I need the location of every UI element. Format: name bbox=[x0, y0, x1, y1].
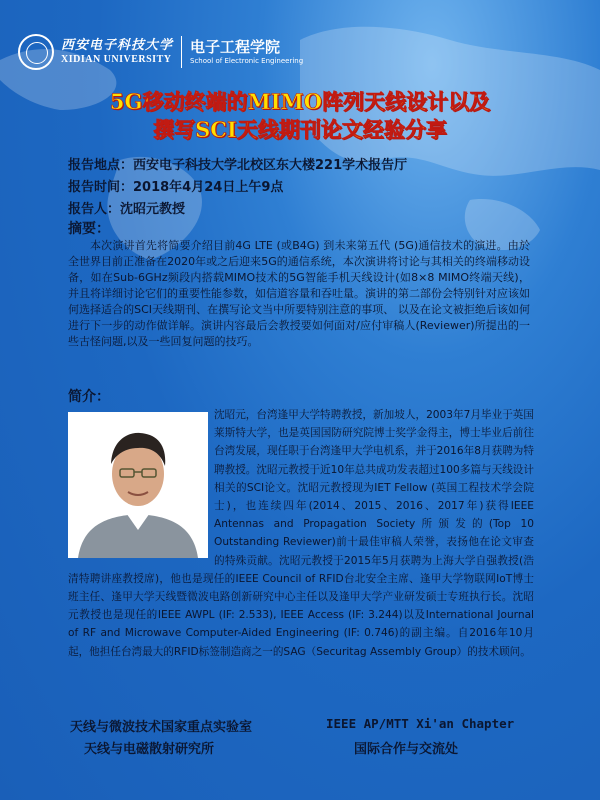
school-name-cn: 电子工程学院 bbox=[190, 38, 281, 56]
title-line-1: 5G移动终端的MIMO阵列天线设计以及 bbox=[109, 89, 491, 114]
footer-chapter: IEEE AP/MTT Xi'an Chapter bbox=[326, 716, 515, 731]
university-logo-block bbox=[18, 32, 318, 72]
university-name-en: XIDIAN UNIVERSITY bbox=[61, 54, 172, 65]
report-time: 报告时间：2018年4月24日上午9点 bbox=[68, 180, 284, 195]
footer-institute: 天线与电磁散射研究所 bbox=[84, 742, 215, 757]
speaker-bio-block bbox=[68, 406, 534, 661]
logo-divider bbox=[181, 36, 182, 68]
report-location: 报告地点：西安电子科技大学北校区东大楼221学术报告厅 bbox=[68, 158, 408, 173]
speaker-bio-text: 沈昭元，台湾逢甲大学特聘教授，新加坡人，2003年7月毕业于英国莱斯特大学，也是英国国防研究院博士奖学金得主，博士毕业后前往台湾发展，现任职于台湾逢甲大学电机系，并于2016年8月获聘为特聘教授。沈昭元教授于近10年总共成功发表超过100多篇与天线设计相关的SCI论文。沈昭元教授现为IET Fellow (英国工程技术学会院士)，也连续四年(2014、2015、2016、2017年)获得IEEE Antennas and Propagation Society所颁发的(Top 10 Outstanding Reviewer)前十最佳审稿人荣誉，表扬他在论文审查的特殊贡献。沈昭元教授于2015年5月获聘为上海大学自强教授(浩清特聘讲座教授席)，他也是现任的IEEE Council of RFID台北安全主席、逢甲大学物联网IoT博士班主任、逢甲大学天线暨微波电路创新研究中心主任以及逢甲大学产业研发硕士专班执行长。沈昭元教授也是现任的IEEE AWPL (IF: 2.533), IEEE Access (IF: 3.244)以及International Journal of RF and Microwave Computer-Aided Engineering (IF: 0.746)的副主编。自2016年10月起，他担任台湾最大的RFID标签制造商之一的SAG（Securitag Assembly Group）的技术顾问。 bbox=[68, 409, 534, 658]
report-speaker: 报告人：沈昭元教授 bbox=[68, 202, 186, 217]
school-name-en: School of Electronic Engineering bbox=[190, 57, 304, 65]
title-line-2: 撰写SCI天线期刊论文经验分享 bbox=[153, 117, 447, 142]
intro-heading: 简介： bbox=[68, 389, 110, 405]
footer-office: 国际合作与交流处 bbox=[354, 742, 459, 757]
school-name bbox=[190, 38, 303, 66]
footer-lab: 天线与微波技术国家重点实验室 bbox=[70, 720, 253, 735]
abstract-text: 本次演讲首先将简要介绍目前4G LTE (或B4G) 到未来第五代 (5G)通信技术的演进。由於全世界目前正准备在2020年或之后迎来5G的通信系统，本次演讲将讨论与其相关的终端移动设备，如在Sub-6GHz频段内搭载MIMO技术的5G智能手机天线设计(如8×8 MIMO终端天线)，并且将详细讨论它们的重要性能参数，如信道容量和吞吐量。演讲的第二部份会特别针对应该如何选择适合的SCI天线期刊、在撰写论文当中所要特别注意的事项、 以及在论文被拒绝后该如何进行下一步的动作做详解。演讲内容最后会教授要如何面对/应付审稿人(Reviewer)所提出的一些古怪问题,以及一些回复问题的技巧。 bbox=[68, 239, 530, 348]
university-name bbox=[61, 38, 173, 66]
abstract-heading: 摘要： bbox=[68, 221, 110, 237]
university-emblem-icon bbox=[18, 34, 54, 70]
poster-title bbox=[0, 88, 600, 144]
university-name-cn: 西安电子科技大学 bbox=[61, 38, 174, 53]
